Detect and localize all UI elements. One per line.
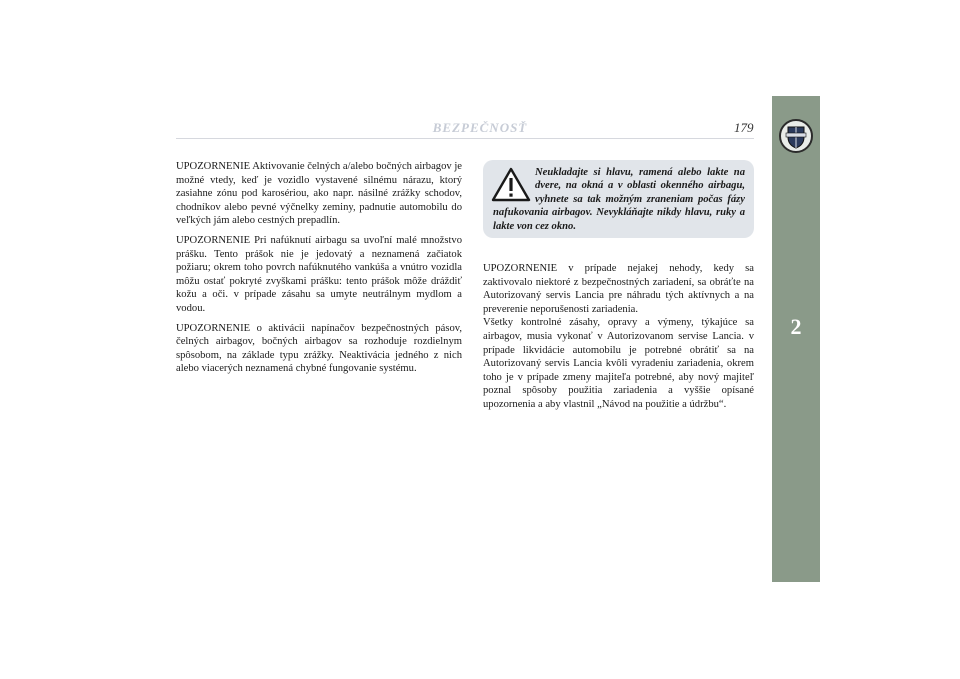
page-header-title: BEZPEČNOSŤ <box>432 120 528 135</box>
paragraph: UPOZORNENIE v prípade nejakej nehody, kedy sa zaktivovalo niektoré z bezpečnostných zariadení, sa obráťte na Autorizovaný servis Lancia pre náhradu tých aktívnych a na preverenie neporušenosti zariadenia. <box>483 263 754 315</box>
header-divider <box>176 138 754 139</box>
chapter-sidebar <box>772 96 820 582</box>
paragraph: UPOZORNENIE Pri nafúknutí airbagu sa uvoľní malé množstvo prášku. Tento prášok nie je jedovatý a neznamená začiatok požiaru; okrem toho povrch nafúknutého vankúša a vnútro vozidla môžu ostať pokryté zvyškami prášku: tento prášok môže dráždiť kožu a oči. v prípade zásahu sa umyte neutrálnym mydlom a vodou. <box>176 234 462 314</box>
chapter-number: 2 <box>790 314 802 339</box>
warning-text: Neukladajte si hlavu, ramená alebo lakte na dvere, na okná a v oblasti okenného airbagu, vyhnete sa tak možným zraneniam počas fázy nafukovania airbagov. Nevykláňajte nikdy hlavu, ruky a lakte von cez okno. <box>493 167 745 232</box>
paragraph: UPOZORNENIE o aktivácii napínačov bezpečnostných pásov, čelných airbagov, bočných airbagov sa rozhoduje rozdielnym spôsobom, na základe typu zrážky. Neaktivácia jedného z nich alebo viacerých neznamená chybné fungovanie systému. <box>176 322 462 375</box>
warning-box <box>483 160 754 238</box>
paragraph: Všetky kontrolné zásahy, opravy a výmeny, týkajúce sa airbagov, musia vykonať v Autorizovanom servise Lancia. v prípade likvidácie automobilu je potrebné obrátiť sa na Autorizovaný servis Lancia kvôli vyradeniu zariadenia, okrem toho je v prípade zmeny majiteľa potrebné, aby nový majiteľ poznal spôsoby použitia zariadenia a vyššie opísané upozornenia a aby vlastnil „Návod na použitie a údržbu“. <box>483 317 754 410</box>
paragraph: UPOZORNENIE Aktivovanie čelných a/alebo bočných airbagov je možné vtedy, keď je vozidlo vystavené silnému nárazu, ktorý zasiahne zónu pod karosériou, ako napr. násilné zrážky schodov, chodníkov alebo pevné výčnelky zeminy, padnutie automobilu do veľkých jám alebo cestných prepadlín. <box>176 161 462 227</box>
left-column <box>176 160 462 382</box>
right-column <box>483 262 754 412</box>
lancia-shield-icon <box>778 118 814 154</box>
page-number: 179 <box>734 120 754 135</box>
